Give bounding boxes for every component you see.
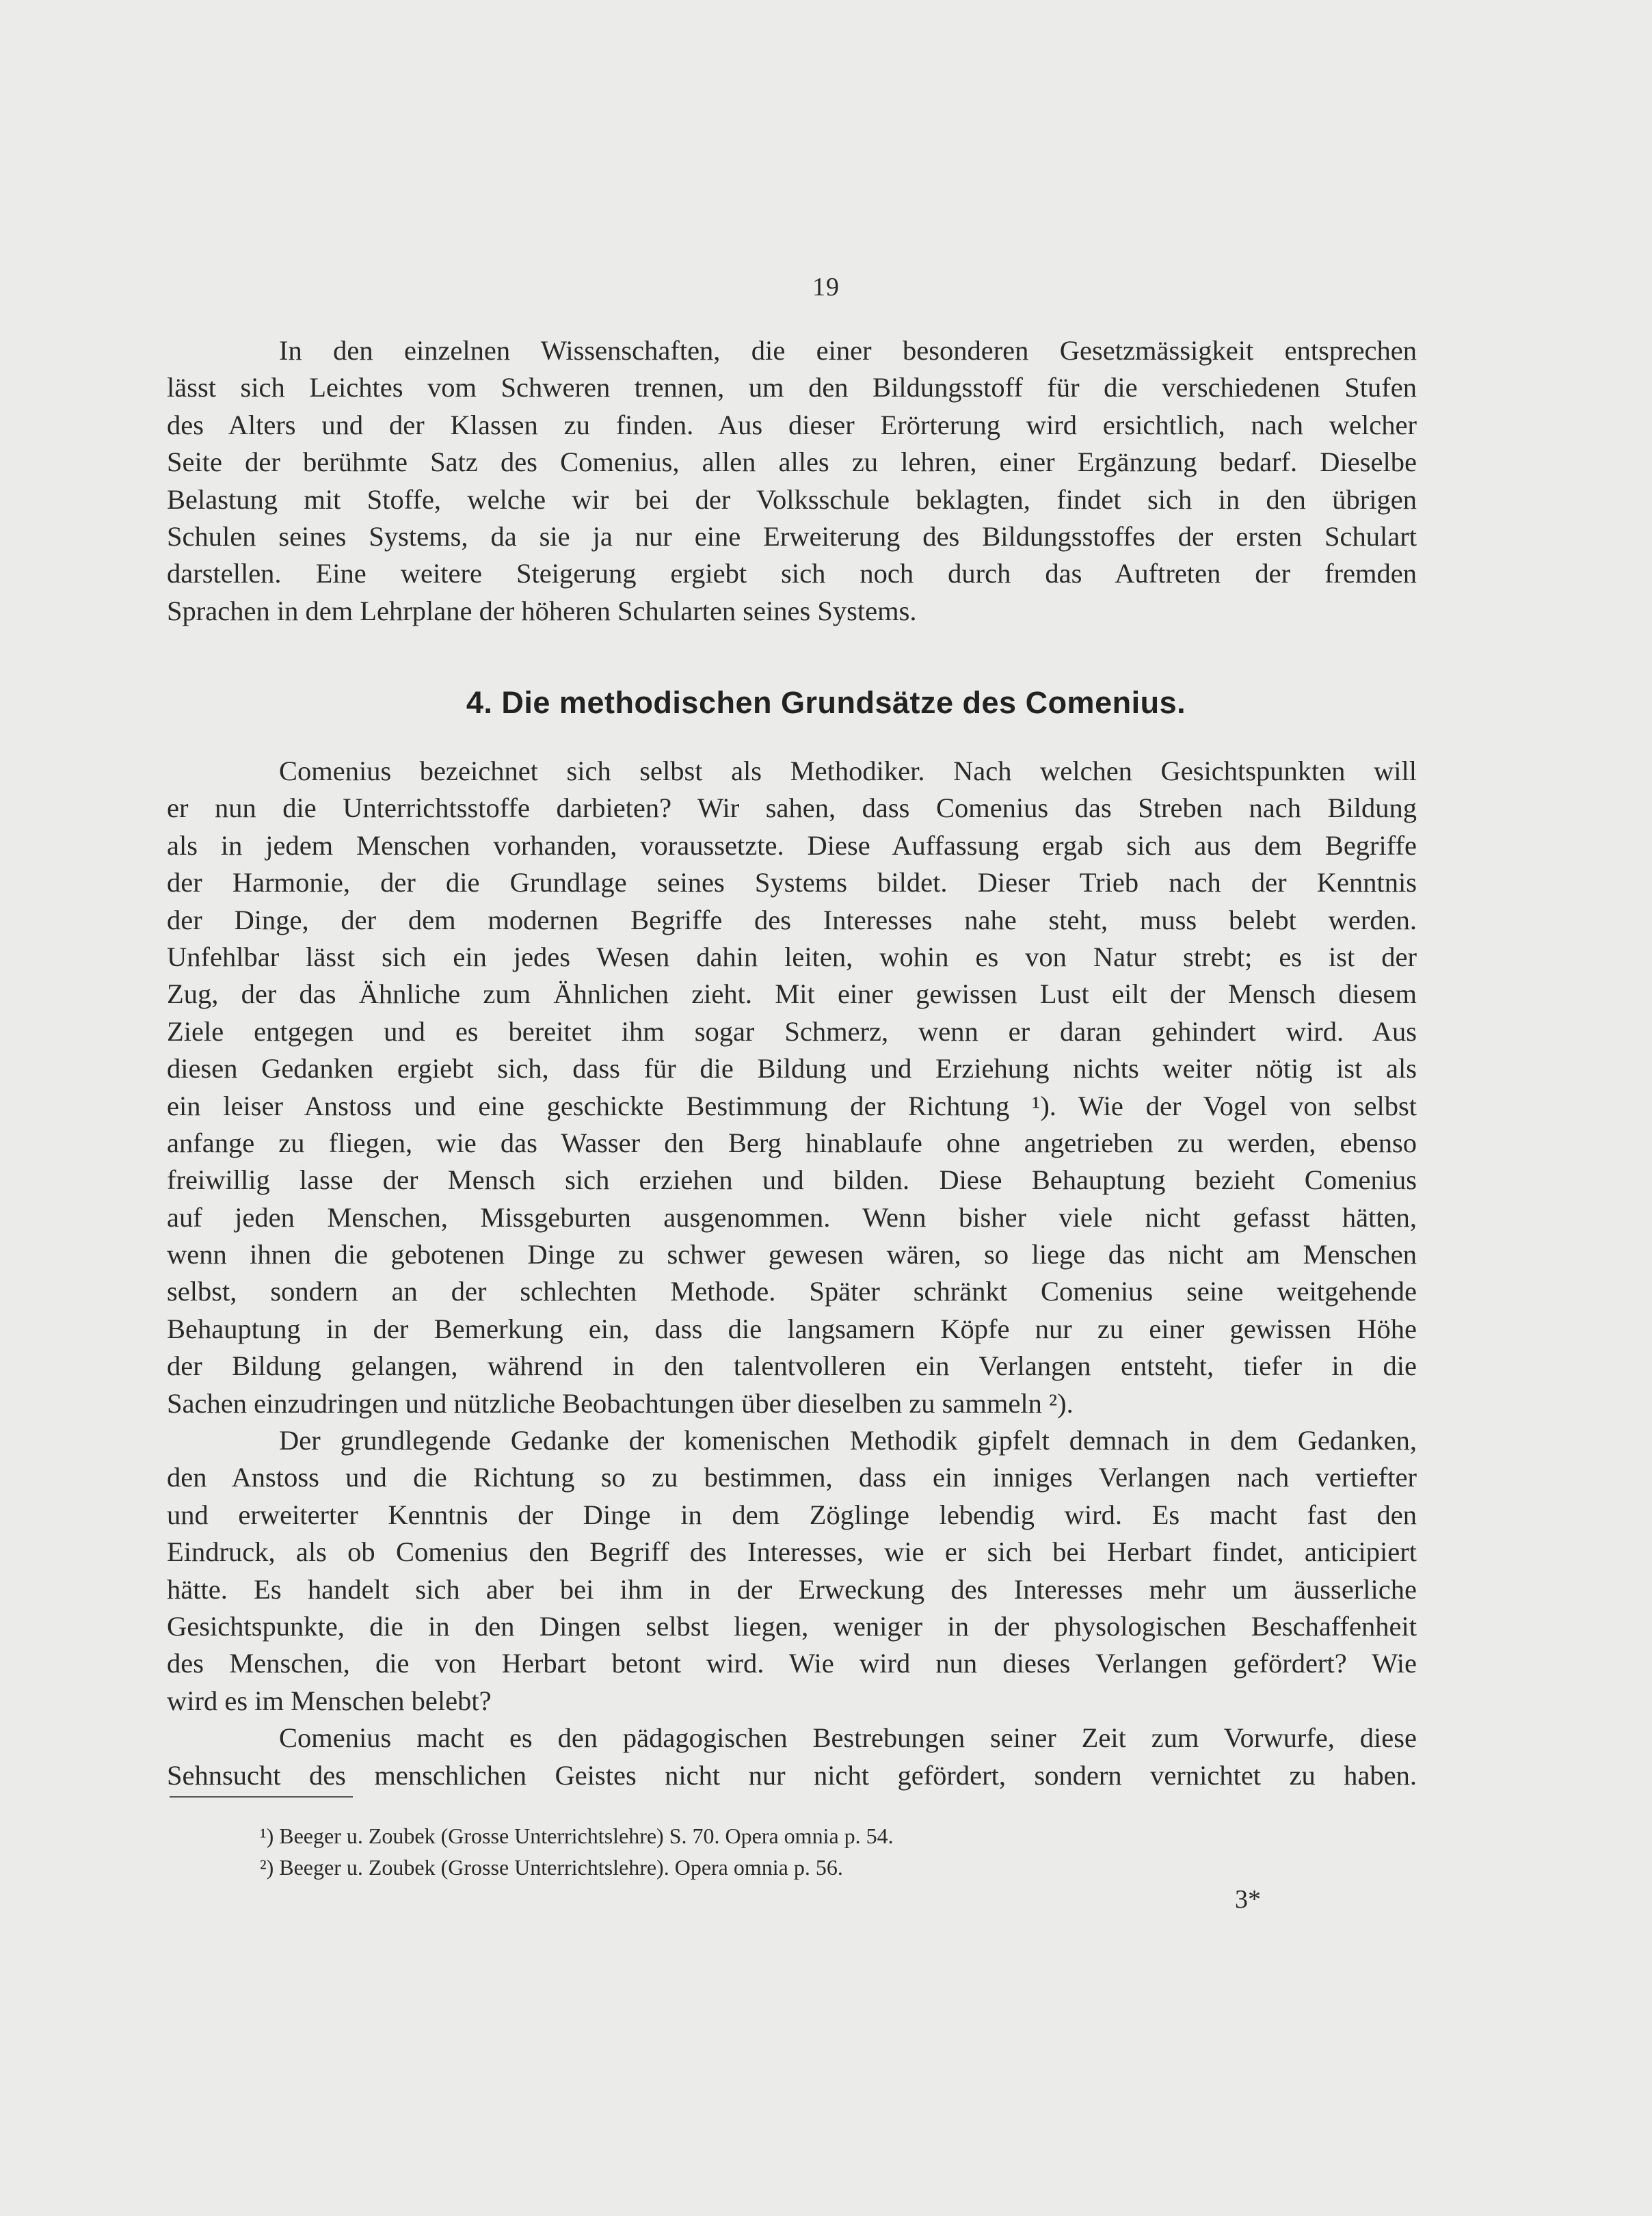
text-line: der Bildung gelangen, während in den talentvolleren ein Verlangen entsteht, tiefer in die — [167, 1350, 1417, 1382]
text-line: freiwillig lasse der Mensch sich erziehen und bilden. Diese Behauptung bezieht Comenius — [167, 1164, 1417, 1196]
text-line: als in jedem Menschen vorhanden, voraussetzte. Diese Auffassung ergab sich aus dem Begriffe — [167, 829, 1417, 861]
footnotes — [260, 1820, 894, 1883]
footnote-divider — [170, 1796, 353, 1798]
text-line: Behauptung in der Bemerkung ein, dass die langsamern Köpfe nur zu einer gewissen Höhe — [167, 1313, 1417, 1344]
text-line: lässt sich Leichtes vom Schweren trennen, um den Bildungsstoff für die verschiedenen Stufen — [167, 372, 1417, 403]
text-line: hätte. Es handelt sich aber bei ihm in der Erweckung des Interesses mehr um äusserliche — [167, 1573, 1417, 1605]
text-line: wenn ihnen die gebotenen Dinge zu schwer gewesen wären, so liege das nicht am Menschen — [167, 1239, 1417, 1270]
text-line: Unfehlbar lässt sich ein jedes Wesen dahin leiten, wohin es von Natur strebt; es ist der — [167, 941, 1417, 972]
text-line: Comenius bezeichnet sich selbst als Methodiker. Nach welchen Gesichtspunkten will — [279, 756, 1417, 786]
text-line: diesen Gedanken ergiebt sich, dass für die Bildung und Erziehung nichts weiter nötig ist als — [167, 1053, 1417, 1084]
text-line: selbst, sondern an der schlechten Methode. Später schränkt Comenius seine weitgehende — [167, 1276, 1417, 1307]
printer-signature: 3* — [1235, 1885, 1261, 1914]
text-line: des Menschen, die von Herbart betont wird. Wie wird nun dieses Verlangen gefördert? Wie — [167, 1648, 1417, 1679]
text-line: Comenius macht es den pädagogischen Bestrebungen seiner Zeit zum Vorwurfe, diese — [279, 1722, 1417, 1754]
text-line: Sehnsucht des menschlichen Geistes nicht nur nicht gefördert, sondern vernichtet zu haben. — [167, 1759, 1417, 1791]
text-line: Seite der berühmte Satz des Comenius, allen alles zu lehren, einer Ergänzung bedarf. Dieselbe — [167, 446, 1417, 478]
section-paragraph-intro — [167, 332, 1417, 630]
footnote-2: ²) Beeger u. Zoubek (Grosse Unterrichtslehre). Opera omnia p. 56. — [260, 1855, 843, 1880]
text-line: anfange zu fliegen, wie das Wasser den Berg hinablaufe ohne angetrieben zu werden, ebenso — [167, 1127, 1417, 1158]
footnote-1: ¹) Beeger u. Zoubek (Grosse Unterrichtslehre) S. 70. Opera omnia p. 54. — [260, 1824, 894, 1848]
text-line: Zug, der das Ähnliche zum Ähnlichen zieht. Mit einer gewissen Lust eilt der Mensch diesem — [167, 978, 1417, 1010]
page-number: 19 — [812, 273, 840, 302]
text-line: Belastung mit Stoffe, welche wir bei der Volksschule beklagten, findet sich in den übrigen — [167, 483, 1417, 515]
text-line: In den einzelnen Wissenschaften, die einer besonderen Gesetzmässigkeit entsprechen — [279, 335, 1417, 366]
text-line: Schulen seines Systems, da sie ja nur eine Erweiterung des Bildungsstoffes der ersten Schulart — [167, 520, 1417, 552]
text-line: den Anstoss und die Richtung so zu bestimmen, dass ein inniges Verlangen nach vertiefter — [167, 1462, 1417, 1493]
text-line: Der grundlegende Gedanke der komenischen Methodik gipfelt demnach in dem Gedanken, — [279, 1425, 1417, 1456]
section-paragraphs-methods — [167, 753, 1417, 1794]
text-line: er nun die Unterrichtsstoffe darbieten? Wir sahen, dass Comenius das Streben nach Bildung — [167, 792, 1417, 824]
text-line: darstellen. Eine weitere Steigerung ergiebt sich noch durch das Auftreten der fremden — [167, 558, 1417, 589]
text-line: Gesichtspunkte, die in den Dingen selbst liegen, weniger in der physologischen Beschaffenheit — [167, 1610, 1417, 1642]
text-line: ein leiser Anstoss und eine geschickte Bestimmung der Richtung ¹). Wie der Vogel von selbst — [167, 1090, 1417, 1121]
text-line: Sprachen in dem Lehrplane der höheren Schularten seines Systems. — [167, 595, 917, 626]
text-line: der Dinge, der dem modernen Begriffe des Interesses nahe steht, muss belebt werden. — [167, 904, 1417, 935]
text-line: und erweiterter Kenntnis der Dinge in dem Zöglinge lebendig wird. Es macht fast den — [167, 1499, 1417, 1530]
text-line: Sachen einzudringen und nützliche Beobachtungen über dieselben zu sammeln ²). — [167, 1387, 1074, 1419]
text-line: wird es im Menschen belebt? — [167, 1685, 492, 1716]
text-line: des Alters und der Klassen zu finden. Aus dieser Erörterung wird ersichtlich, nach welcher — [167, 409, 1417, 440]
section-heading: 4. Die methodischen Grundsätze des Comenius. — [466, 685, 1186, 720]
text-line: Ziele entgegen und es bereitet ihm sogar Schmerz, wenn er daran gehindert wird. Aus — [167, 1015, 1417, 1047]
text-line: der Harmonie, der die Grundlage seines Systems bildet. Dieser Trieb nach der Kenntnis — [167, 867, 1417, 898]
text-line: auf jeden Menschen, Missgeburten ausgenommen. Wenn bisher viele nicht gefasst hätten, — [167, 1201, 1417, 1233]
text-line: Eindruck, als ob Comenius den Begriff des Interesses, wie er sich bei Herbart findet, anticipiert — [167, 1536, 1417, 1568]
